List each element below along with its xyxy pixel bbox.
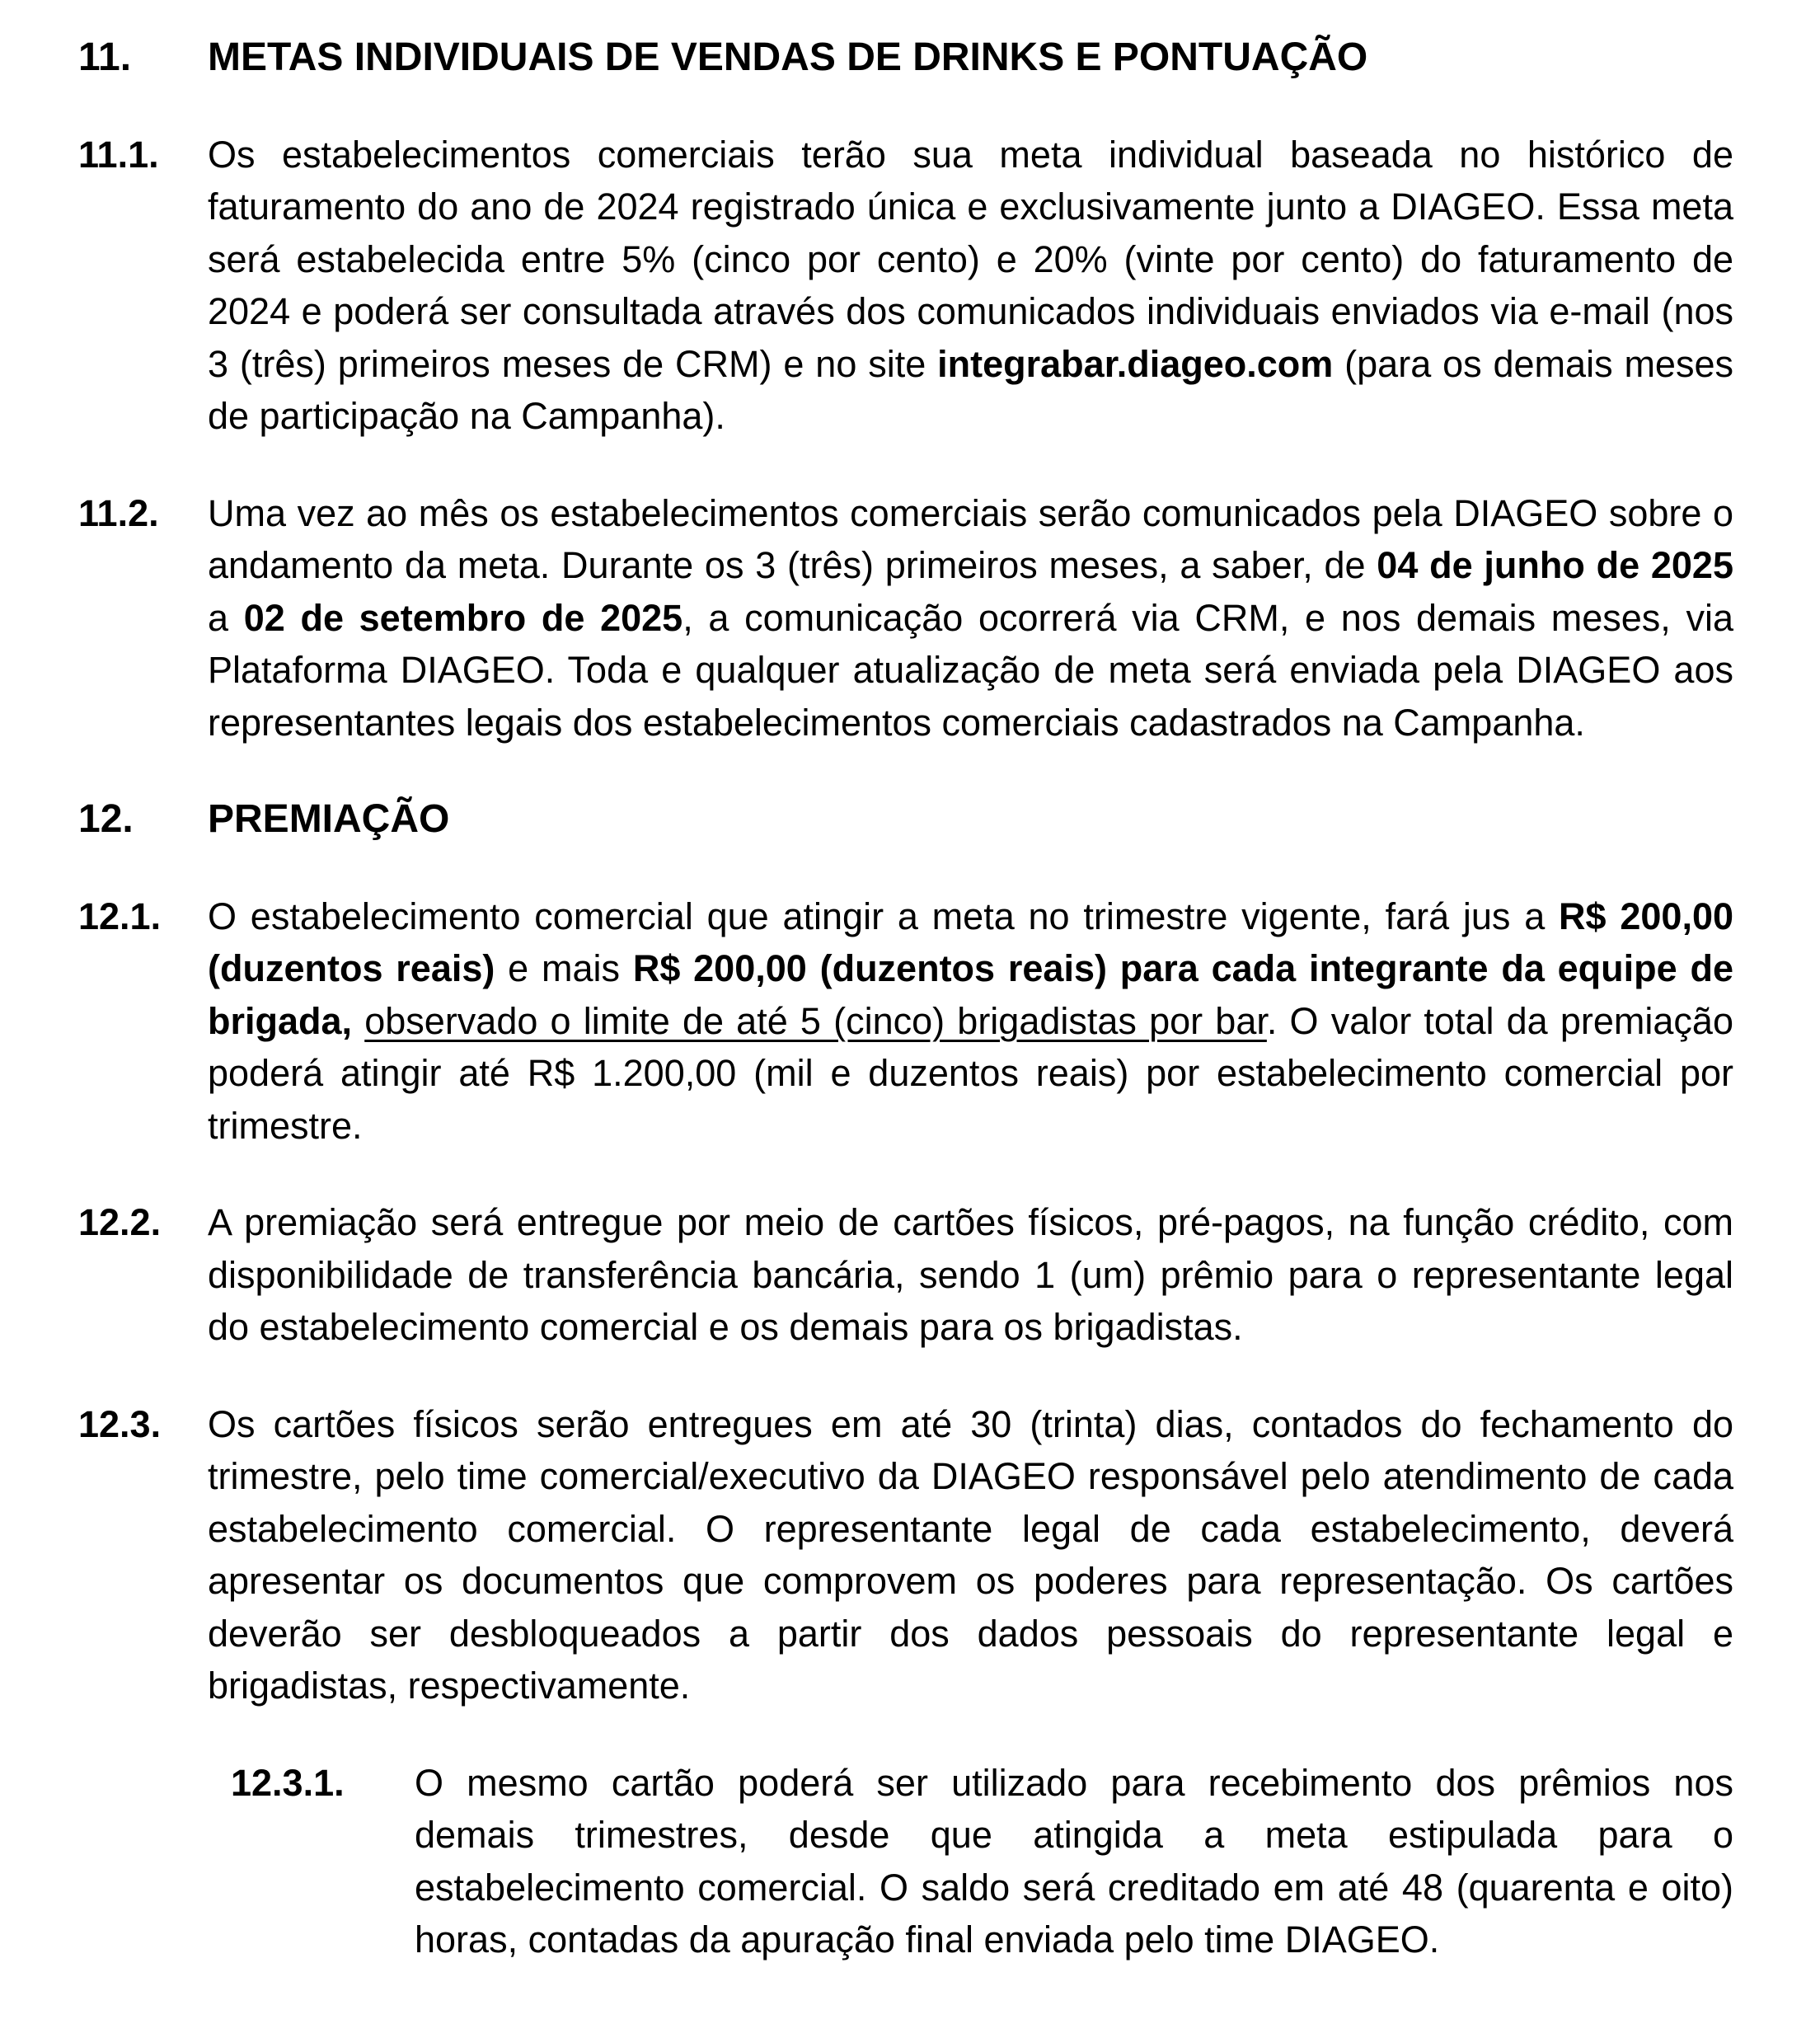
clause-12-1 (78, 890, 1733, 1153)
clause-text (208, 793, 1733, 846)
clause-number: 11. (78, 35, 132, 79)
text-run: METAS INDIVIDUAIS DE VENDAS DE DRINKS E PONTUAÇÃO (208, 35, 1368, 79)
clause-text (208, 129, 1733, 443)
text-run: 04 de junho de 2025 (1377, 544, 1733, 586)
clause-number: 12.3.1. (231, 1761, 345, 1804)
clause-text (208, 487, 1733, 749)
text-run: a (208, 596, 244, 639)
text-run: e mais (495, 947, 633, 989)
text-run: O estabelecimento comercial que atingir a meta no trimestre vigente, fará jus a (208, 895, 1560, 937)
text-run: Os cartões físicos serão entregues em até 30 (trinta) dias, contados do fechamento do trimestre, pelo time comercial/executivo da DIAGEO responsável pelo atendimento de cada estabelecimento comercial. O representante legal de cada estabelecimento, deverá apresentar os documentos que comprovem os poderes para representação. Os cartões deverão ser desbloqueados a partir dos dados pessoais do representante legal e brigadistas, respectivamente. (208, 1402, 1733, 1707)
clause-number: 11.1. (78, 133, 159, 176)
text-run: integrabar.diageo.com (937, 342, 1334, 385)
heading-11 (78, 31, 1733, 84)
text-run: (para os demais meses de participação na Campanha). (208, 342, 1733, 437)
clause-number: 11.2. (78, 491, 159, 534)
clause-text (208, 31, 1733, 84)
clause-11-1 (78, 129, 1733, 443)
text-run: R$ 200,00 (duzentos reais) (208, 895, 1734, 989)
clause-number: 12.2. (78, 1201, 162, 1243)
clause-number: 12.3. (78, 1402, 162, 1445)
clause-11-2 (78, 487, 1733, 749)
clause-12-3 (78, 1398, 1733, 1712)
clause-number: 12.1. (78, 895, 162, 937)
text-run (352, 1000, 364, 1042)
text-run: O mesmo cartão poderá ser utilizado para recebimento dos prêmios nos demais trimestres, desde que atingida a meta estipulada para o estabelecimento comercial. O saldo será creditado em até 48 (quarenta e oito) horas, contadas da apuração final enviada pelo time DIAGEO. (415, 1761, 1733, 1961)
clause-12-2 (78, 1196, 1733, 1354)
clause-text (208, 1398, 1733, 1712)
clause-text (208, 1196, 1733, 1354)
text-run: PREMIAÇÃO (208, 797, 450, 841)
text-run: 02 de setembro de 2025 (243, 596, 683, 639)
clause-text (208, 890, 1733, 1153)
text-run: R$ 200,00 (duzentos reais) para cada integrante da equipe de brigada, (208, 947, 1733, 1042)
text-run: A premiação será entregue por meio de cartões físicos, pré-pagos, na função crédito, com disponibilidade de transferência bancária, sendo 1 (um) prêmio para o representante legal do estabelecimento comercial e os demais para os brigadistas. (208, 1201, 1733, 1348)
clause-12-3-1 (78, 1757, 1733, 1966)
text-run: , a comunicação ocorrerá via CRM, e nos demais meses, via Plataforma DIAGEO. Toda e qualquer atualização de meta será enviada pela DIAGEO aos representantes legais dos estabelecimentos comerciais cadastrados na Campanha. (208, 596, 1733, 744)
text-run: . O valor total da premiação poderá atingir até R$ 1.200,00 (mil e duzentos reais) por estabelecimento comercial por trimestre. (208, 999, 1733, 1147)
text-run: Os estabelecimentos comerciais terão sua meta individual baseada no histórico de faturamento do ano de 2024 registrado única e exclusivamente junto a DIAGEO. Essa meta será estabelecida entre 5% (cinco por cento) e 20% (vinte por cento) do faturamento de 2024 e poderá ser consultada através dos comunicados individuais enviados via e-mail (nos 3 (três) primeiros meses de CRM) e no site (208, 133, 1733, 385)
clause-number: 12. (78, 797, 134, 841)
heading-12 (78, 793, 1733, 846)
text-run: Uma vez ao mês os estabelecimentos comerciais serão comunicados pela DIAGEO sobre o andamento da meta. Durante os 3 (três) primeiros meses, a saber, de (208, 491, 1733, 586)
clause-text (415, 1757, 1733, 1966)
text-run: observado o limite de até 5 (cinco) brigadistas por bar (364, 999, 1267, 1042)
document-blocks (78, 31, 1733, 1966)
